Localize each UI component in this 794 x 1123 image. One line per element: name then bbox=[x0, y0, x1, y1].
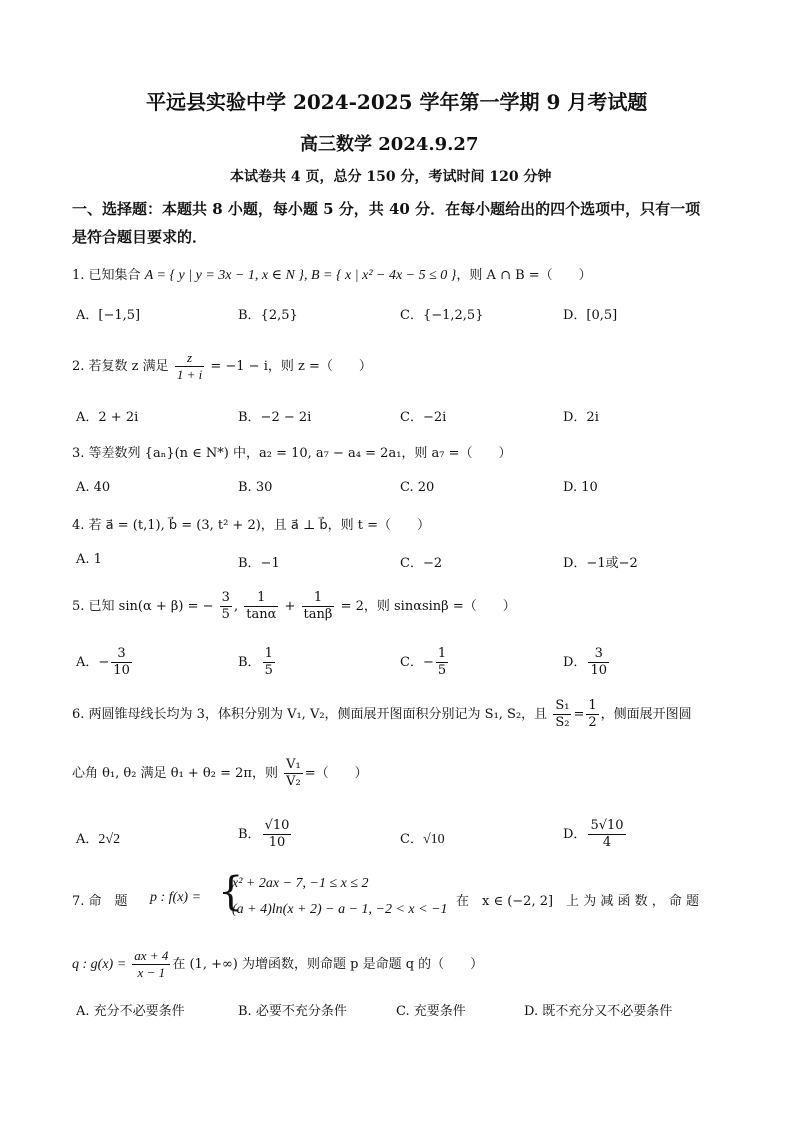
q3-option-b: B. 30 bbox=[238, 480, 273, 495]
q2-option-a: A．2 + 2i bbox=[76, 410, 139, 425]
q3-option-a: A. 40 bbox=[76, 480, 111, 495]
option-value: √10 bbox=[422, 832, 445, 847]
question-number: 4. bbox=[72, 518, 85, 533]
fraction bbox=[302, 590, 335, 623]
fraction-numerator: 3 bbox=[221, 590, 230, 605]
fraction-numerator: S₁ bbox=[555, 698, 570, 713]
question-text: ，侧面展开图圆 bbox=[600, 707, 692, 722]
fraction bbox=[553, 698, 571, 731]
question-text: 若复数 z 满足 bbox=[88, 359, 169, 374]
question-text: 等差数列 {aₙ}(n ∈ N*) 中，a₂ = 10, a₇ − a₄ = 2a₁，则 a₇ =（ ） bbox=[88, 446, 512, 461]
fraction bbox=[132, 948, 170, 981]
piecewise-brace: { bbox=[218, 869, 244, 915]
question-text: =（ ） bbox=[304, 766, 368, 781]
q1-option-d: D．[0,5] bbox=[563, 308, 618, 323]
q1-option-b: B．{2,5} bbox=[238, 308, 298, 323]
fraction-denominator: 10 bbox=[263, 834, 292, 851]
fraction bbox=[436, 646, 448, 679]
question-1-stem bbox=[72, 264, 592, 284]
math-expression: A = { y | y = 3x − 1, x ∈ N }, B = { x | x² − 4x − 5 ≤ 0 } bbox=[144, 268, 457, 283]
fraction-numerator: 1 bbox=[313, 590, 323, 605]
question-7-number bbox=[72, 890, 128, 909]
section-heading-line1: 一、选择题：本题共 8 小题，每小题 5 分，共 40 分．在每小题给出的四个选项中，只有一项 bbox=[72, 200, 701, 218]
q7-option-b: B. 必要不充分条件 bbox=[238, 1004, 347, 1019]
question-text: 两圆锥母线长均为 3，体积分别为 V₁, V₂，侧面展开图面积分别记为 S₁, S₂，且 bbox=[88, 707, 548, 722]
q6-option-d bbox=[563, 818, 628, 851]
question-4-stem bbox=[72, 514, 430, 533]
fraction-numerator: 1 bbox=[437, 646, 447, 661]
question-text: 已知集合 bbox=[88, 268, 141, 283]
fraction-denominator: 10 bbox=[590, 663, 607, 678]
fraction bbox=[284, 757, 303, 790]
option-sign: − bbox=[98, 655, 110, 670]
question-text: = −1 − i，则 z =（ ） bbox=[210, 359, 372, 374]
question-number: 6. bbox=[72, 707, 85, 722]
fraction-numerator: V₁ bbox=[286, 757, 301, 772]
fraction-denominator: 4 bbox=[588, 834, 625, 851]
fraction bbox=[111, 646, 132, 679]
equals-sign: = bbox=[573, 707, 585, 722]
fraction-numerator: ax + 4 bbox=[134, 948, 169, 963]
option-label: B． bbox=[238, 827, 261, 842]
fraction-numerator: 1 bbox=[588, 698, 597, 713]
question-text: 心角 θ₁, θ₂ 满足 θ₁ + θ₂ = 2π，则 bbox=[72, 766, 278, 781]
question-6-line2 bbox=[72, 757, 368, 790]
fraction-numerator: 1 bbox=[264, 646, 273, 661]
question-6-line1 bbox=[72, 698, 692, 731]
q6-option-b bbox=[238, 818, 293, 851]
q2-option-b: B．−2 − 2i bbox=[238, 410, 312, 425]
exam-title: 平远县实验中学 2024-2025 学年第一学期 9 月考试题 bbox=[146, 90, 648, 114]
fraction-numerator: 3 bbox=[117, 646, 126, 661]
plus-sign: + bbox=[284, 599, 296, 614]
q5-option-c bbox=[400, 646, 450, 679]
question-number: 2. bbox=[72, 359, 85, 374]
fraction bbox=[244, 590, 278, 623]
q4-option-c: C．−2 bbox=[400, 556, 443, 571]
q3-option-c: C. 20 bbox=[400, 480, 435, 495]
fraction-numerator: 3 bbox=[594, 646, 603, 661]
fraction bbox=[175, 350, 204, 383]
question-number: 5. bbox=[72, 599, 85, 614]
option-label: A． bbox=[76, 832, 99, 847]
question-text: 在 (1, +∞) 为增函数，则命题 p 是命题 q 的（ ） bbox=[172, 957, 484, 972]
question-5-stem: 5. 已知 sin(α + β) = − $\frac{3}{5}$ , $\frac{1}{\tan\alpha}$ + $\frac{1}{\tan\beta}$ = 2，则 sinαsinβ =（ ） bbox=[72, 590, 516, 622]
q7-case-1: x² + 2ax − 7, −1 ≤ x ≤ 2 bbox=[232, 876, 369, 891]
fraction-numerator: √10 bbox=[264, 818, 290, 833]
option-value: 2√2 bbox=[98, 832, 121, 847]
fraction-denominator: 2 bbox=[588, 715, 597, 730]
fraction bbox=[588, 818, 625, 851]
q5-option-d bbox=[563, 646, 611, 679]
exam-info: 本试卷共 4 页，总分 150 分，考试时间 120 分钟 bbox=[230, 169, 552, 185]
fraction bbox=[220, 590, 232, 623]
fraction-denominator: V₂ bbox=[286, 774, 301, 789]
question-text: 若 a⃗ = (t,1), b⃗ = (3, t² + 2)，且 a⃗ ⊥ b⃗，则 t =（ ） bbox=[88, 518, 431, 533]
q3-option-d: D. 10 bbox=[563, 480, 598, 495]
q7-case-2: (a + 4)ln(x + 2) − a − 1, −2 < x < −1 bbox=[232, 902, 448, 917]
fraction-denominator: x − 1 bbox=[132, 964, 170, 981]
q2-option-d: D．2i bbox=[563, 410, 599, 425]
option-label: D． bbox=[563, 827, 587, 842]
fraction-denominator: S₂ bbox=[555, 715, 570, 730]
question-text: 命 题 bbox=[88, 894, 128, 909]
q7-option-c: C. 充要条件 bbox=[396, 1004, 466, 1019]
fraction-denominator: 10 bbox=[113, 663, 130, 678]
question-text: 已知 sin(α + β) = − bbox=[88, 599, 214, 614]
q6-option-c bbox=[400, 828, 445, 848]
q7-option-a: A. 充分不必要条件 bbox=[76, 1004, 185, 1019]
question-number: 7. bbox=[72, 894, 85, 909]
q4-option-a: A. 1 bbox=[76, 552, 102, 567]
fraction-numerator: z bbox=[186, 350, 193, 365]
question-number: 1. bbox=[72, 268, 85, 283]
fraction-denominator: 1 + i bbox=[176, 367, 203, 382]
fraction-denominator: tanα bbox=[246, 607, 277, 622]
option-label: D． bbox=[563, 655, 587, 670]
q7-function-q: q : g(x) = bbox=[72, 957, 127, 972]
q4-option-b: B．−1 bbox=[238, 556, 280, 571]
exam-subtitle: 高三数学 2024.9.27 bbox=[300, 134, 479, 155]
fraction bbox=[588, 646, 609, 679]
fraction-numerator: 5√10 bbox=[590, 818, 624, 833]
fraction-denominator: tanβ bbox=[303, 607, 333, 622]
option-label: C． bbox=[400, 655, 423, 670]
fraction-numerator: 1 bbox=[257, 590, 266, 605]
q6-option-a bbox=[76, 828, 120, 848]
q5-option-b bbox=[238, 646, 277, 679]
option-label: C． bbox=[400, 832, 423, 847]
question-3-stem bbox=[72, 442, 512, 461]
q7-function-p: p : f(x) = bbox=[150, 890, 202, 905]
fraction bbox=[263, 818, 292, 851]
fraction-denominator: 5 bbox=[264, 663, 273, 678]
fraction-denominator: 5 bbox=[221, 607, 230, 622]
question-7-line2 bbox=[72, 948, 483, 981]
q1-option-a: A．[−1,5] bbox=[76, 308, 141, 323]
q4-option-d: D．−1或−2 bbox=[563, 556, 638, 571]
q5-option-a bbox=[76, 646, 134, 679]
option-label: A． bbox=[76, 655, 99, 670]
question-text: = 2，则 sinαsinβ =（ ） bbox=[340, 599, 516, 614]
fraction bbox=[586, 698, 598, 731]
question-2-stem bbox=[72, 350, 372, 383]
q7-line1-suffix: 在 x ∈ (−2, 2] 上 为 减 函 数 ， 命 题 bbox=[456, 894, 699, 909]
section-heading-line2: 是符合题目要求的． bbox=[72, 228, 208, 246]
fraction bbox=[263, 646, 275, 679]
option-label: B． bbox=[238, 655, 261, 670]
option-sign: − bbox=[422, 655, 434, 670]
q7-option-d: D. 既不充分又不必要条件 bbox=[524, 1004, 673, 1019]
question-text: ，则 A ∩ B =（ ） bbox=[456, 268, 592, 283]
fraction-denominator: 5 bbox=[437, 663, 447, 678]
q1-option-c: C．{−1,2,5} bbox=[400, 308, 484, 323]
q2-option-c: C．−2i bbox=[400, 410, 447, 425]
question-number: 3. bbox=[72, 446, 85, 461]
